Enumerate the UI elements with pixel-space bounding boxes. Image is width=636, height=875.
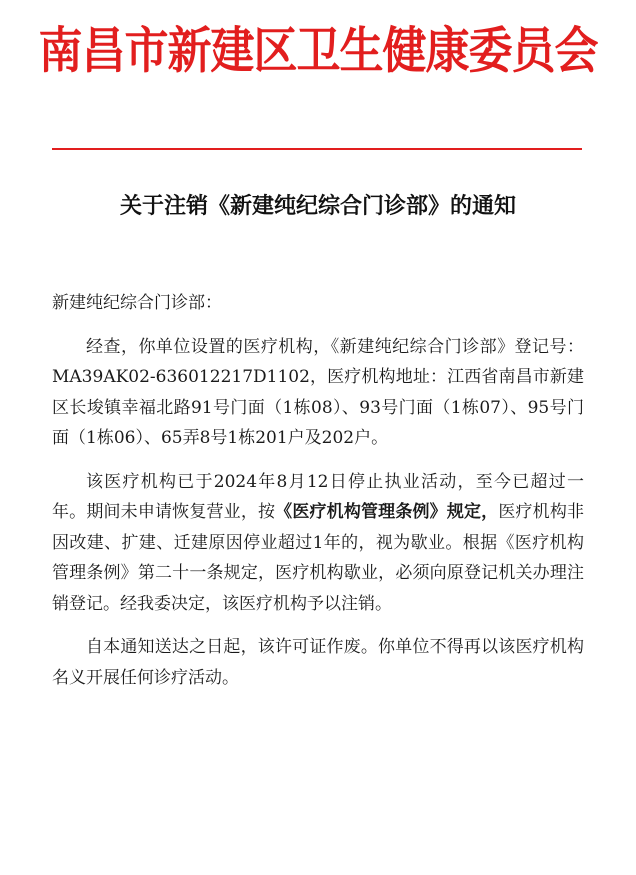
notice-title: 关于注销《新建纯纪综合门诊部》的通知 [119,193,516,219]
letterhead-divider [52,148,582,150]
letterhead-org-name: 南昌市新建区卫生健康委员会 [38,22,598,80]
paragraph-decision [52,467,584,620]
paragraph-decision-part2: 医疗机构非因改建、扩建、迁建原因停业超过1年的，视为歇业。根据《医疗机构管理条例》第二十一条规定，医疗机构歇业，必须向原登记机关办理注销登记。经我委决定，该医疗机构予以注销。 [52,502,585,614]
paragraph-effect: 自本通知送达之日起，该许可证作废。你单位不得再以该医疗机构名义开展任何诊疗活动。 [52,637,584,688]
regulation-reference: 《医疗机构管理条例》规定， [275,502,499,522]
paragraph-findings: 经查，你单位设置的医疗机构，《新建纯纪综合门诊部》登记号：MA39AK02-636012217D1102，医疗机构地址：江西省南昌市新建区长埈镇幸福北路91号门面（1栋08）、93号门面（1栋07）、95号门面（1栋06）、65弄8号1栋201户及202户。 [52,336,584,448]
salutation: 新建纯纪综合门诊部： [52,293,222,313]
paragraph-decision-part1: 该医疗机构已于2024年8月12日停止执业活动，至今已超过一年。期间未申请恢复营业，按 [52,471,584,522]
notice-body [52,288,584,693]
